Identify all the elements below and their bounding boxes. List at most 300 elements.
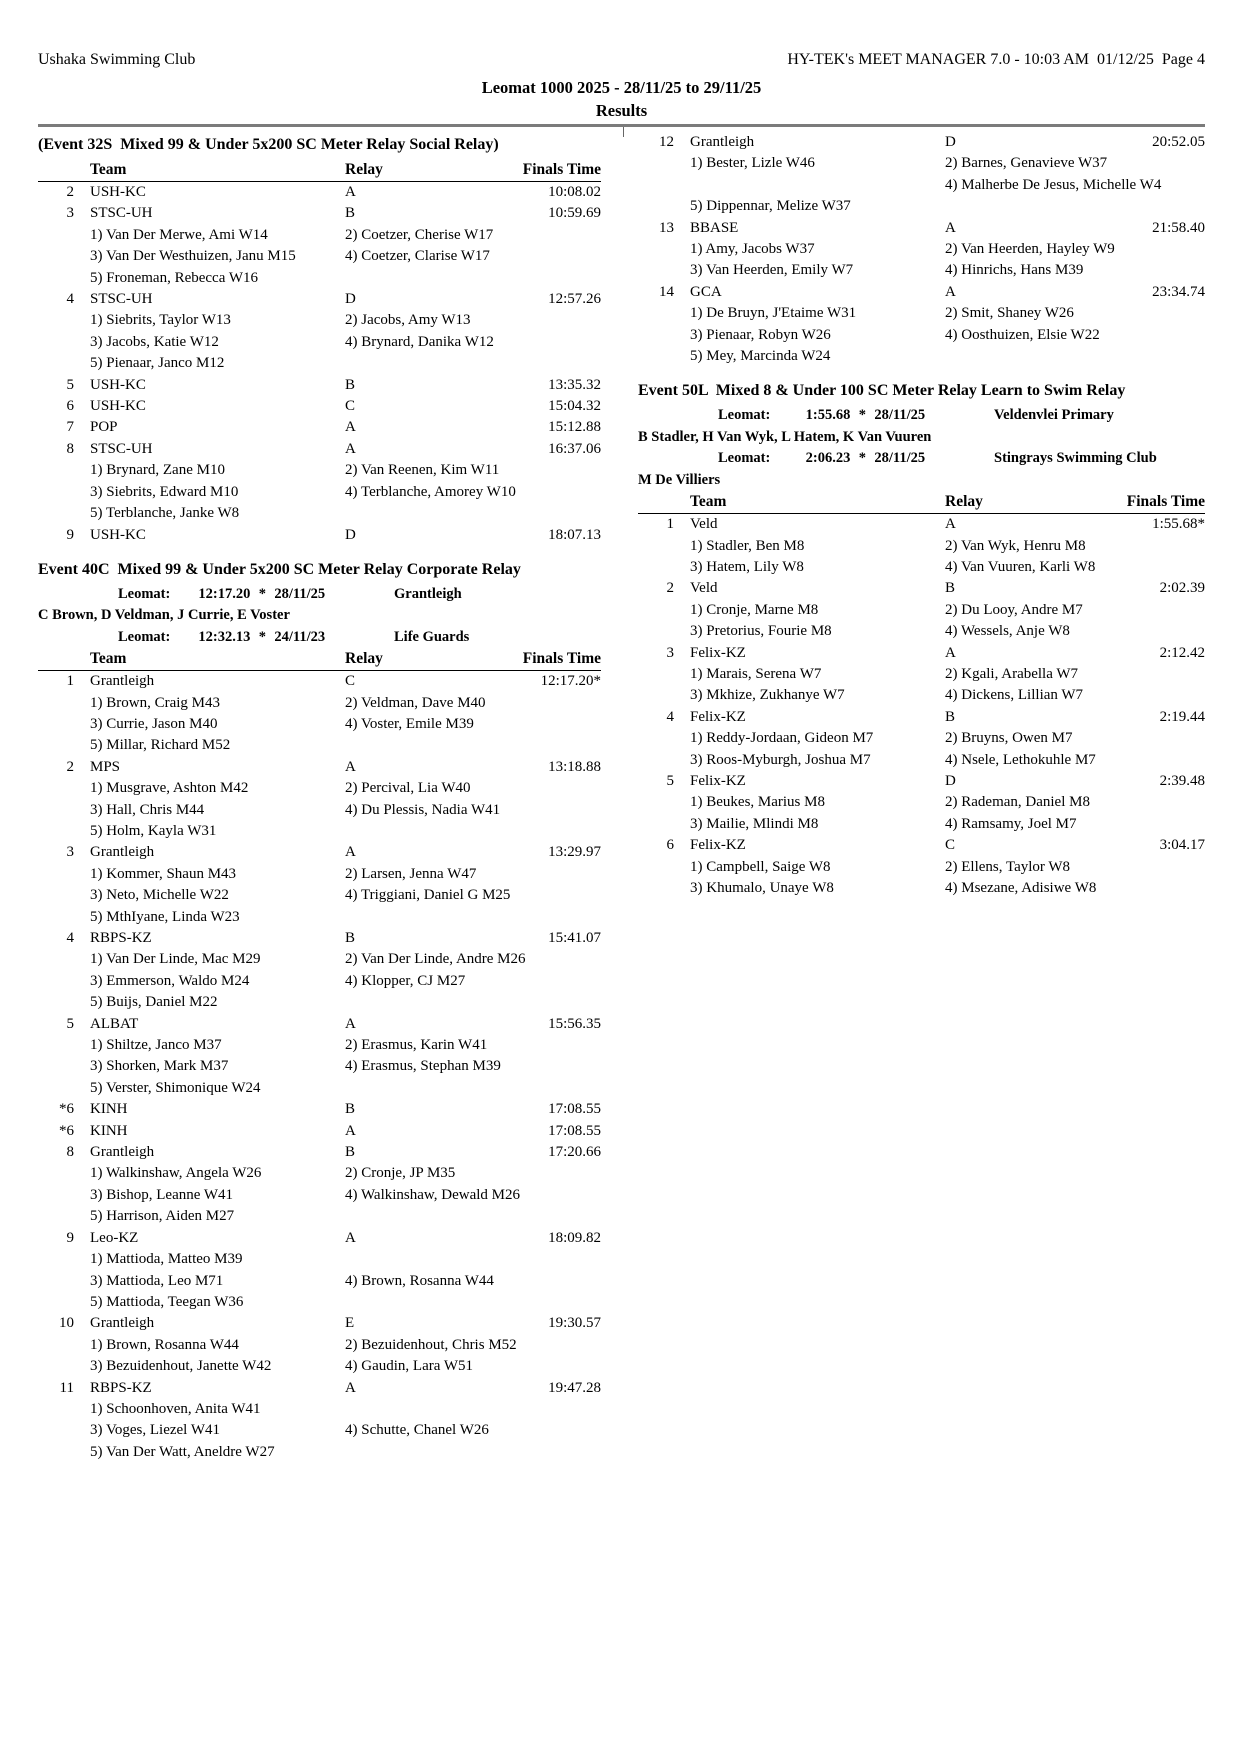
swimmer-line	[38, 778, 601, 799]
place-cell: 3	[66, 205, 74, 222]
record-line	[38, 584, 601, 605]
finals-time-cell: 2:12.42	[1159, 644, 1205, 661]
results-rule	[38, 124, 1205, 127]
swimmer-cell: 1) De Bruyn, J'Etaime W31	[690, 305, 857, 322]
swimmer-line	[38, 885, 601, 906]
relay-cell: A	[345, 1122, 356, 1139]
swimmer-cell: 2) Du Looy, Andre M7	[945, 601, 1083, 618]
swimmer-cell: 5) MthIyane, Linda W23	[90, 908, 240, 925]
swimmer-line	[638, 196, 1205, 217]
swimmer-line	[38, 460, 601, 481]
team-cell: Grantleigh	[90, 844, 155, 861]
swimmer-cell: 1) Shiltze, Janco M37	[90, 1037, 222, 1054]
place-cell: 4	[66, 291, 74, 308]
finals-time-cell: 15:41.07	[548, 930, 601, 946]
swimmer-line	[38, 800, 601, 821]
swimmer-line	[38, 1335, 601, 1356]
result-row	[38, 757, 601, 778]
table-header-team: Team	[90, 161, 127, 178]
table-header	[38, 648, 601, 671]
event-title: Event 50L Mixed 8 & Under 100 SC Meter Relay Learn to Swim Relay	[638, 382, 1126, 400]
place-cell: 1	[666, 516, 674, 533]
table-header-finals-time: Finals Time	[522, 650, 601, 668]
swimmer-cell: 1) Amy, Jacobs W37	[690, 241, 815, 258]
table-header-relay: Relay	[345, 161, 383, 178]
place-cell: 12	[659, 134, 674, 150]
relay-cell: B	[945, 708, 956, 725]
swimmer-cell: 3) Mattioda, Leo M71	[90, 1272, 224, 1289]
swimmer-line	[38, 1185, 601, 1206]
swimmer-line	[38, 714, 601, 735]
swimmer-cell: 1) Schoonhoven, Anita W41	[90, 1400, 261, 1417]
finals-time-cell: 19:47.28	[548, 1379, 601, 1396]
results-columns	[38, 132, 1205, 1463]
event-title: Event 40C Mixed 99 & Under 5x200 SC Meter Relay Corporate Relay	[38, 560, 521, 578]
swimmer-line	[638, 557, 1205, 578]
table-header-relay: Relay	[345, 650, 383, 668]
swimmer-line	[38, 1420, 601, 1441]
team-cell: Felix-KZ	[690, 644, 746, 661]
place-cell: 9	[66, 526, 74, 543]
swimmer-cell: 1) Campbell, Saige W8	[690, 858, 831, 875]
swimmer-cell: 2) Rademan, Daniel M8	[945, 794, 1090, 811]
place-cell: 9	[66, 1229, 74, 1246]
swimmer-cell: 4) Terblanche, Amorey W10	[345, 483, 516, 500]
swimmer-line	[38, 693, 601, 714]
team-cell: Veld	[690, 516, 718, 533]
swimmer-cell: 2) Cronje, JP M35	[345, 1165, 456, 1182]
swimmer-cell: 2) Coetzer, Cherise W17	[345, 226, 494, 243]
relay-cell: A	[345, 758, 356, 775]
swimmer-cell: 5) Holm, Kayla W31	[90, 822, 217, 839]
swimmer-line	[38, 907, 601, 928]
finals-time-cell: 2:39.48	[1159, 772, 1205, 789]
place-cell: 8	[66, 440, 74, 457]
result-row	[638, 835, 1205, 856]
swimmer-cell: 3) Voges, Liezel W41	[90, 1422, 220, 1439]
finals-time-cell: 20:52.05	[1152, 134, 1205, 150]
finals-time-cell: 12:57.26	[548, 291, 601, 308]
swimmer-cell: 3) Van Der Westhuizen, Janu M15	[90, 248, 296, 265]
swimmer-cell: 4) Gaudin, Lara W51	[345, 1358, 474, 1375]
swimmer-cell: 3) Van Heerden, Emily W7	[690, 262, 854, 279]
relay-cell: A	[345, 844, 356, 861]
result-row	[38, 396, 601, 417]
result-row	[38, 1014, 601, 1035]
meet-title: Leomat 1000 2025 - 28/11/25 to 29/11/25	[481, 78, 762, 97]
place-cell: 1	[66, 673, 74, 690]
record-star-icon: *	[858, 450, 866, 467]
swimmer-cell	[345, 1249, 601, 1270]
event-title: (Event 32S Mixed 99 & Under 5x200 SC Meter Relay Social Relay)	[38, 136, 499, 153]
swimmer-line	[38, 503, 601, 524]
swimmer-line	[638, 303, 1205, 324]
team-cell: Grantleigh	[690, 134, 755, 150]
record-line	[638, 405, 1205, 426]
swimmer-cell: 2) Kgali, Arabella W7	[945, 665, 1079, 682]
swimmer-cell: 4) Brynard, Danika W12	[345, 333, 494, 350]
swimmer-cell: 4) Erasmus, Stephan M39	[345, 1058, 501, 1075]
result-row	[38, 289, 601, 310]
swimmer-cell: 2) Percival, Lia W40	[345, 780, 471, 797]
swimmer-cell: 3) Currie, Jason M40	[90, 715, 218, 732]
swimmer-line	[38, 1292, 601, 1313]
swimmer-cell: 4) Nsele, Lethokuhle M7	[945, 751, 1096, 768]
table-header	[38, 159, 601, 182]
swimmer-line	[638, 325, 1205, 346]
swimmer-line	[638, 175, 1205, 196]
place-cell: 4	[66, 930, 74, 946]
swimmer-cell: 2) Smit, Shaney W26	[945, 305, 1074, 322]
swimmer-line	[638, 536, 1205, 557]
finals-time-cell: 15:56.35	[548, 1015, 601, 1032]
result-row	[638, 514, 1205, 535]
team-cell: Leo-KZ	[90, 1229, 139, 1246]
result-row	[638, 132, 1205, 153]
relay-cell: A	[945, 516, 956, 533]
finals-time-cell: 19:30.57	[548, 1315, 601, 1332]
relay-cell: A	[345, 1379, 356, 1396]
relay-cell: E	[345, 1315, 355, 1332]
team-cell: USH-KC	[90, 398, 146, 415]
swimmer-cell	[345, 268, 601, 289]
result-row	[38, 1099, 601, 1120]
record-time: 2:06.23	[805, 450, 851, 467]
swimmer-cell: 4) Ramsamy, Joel M7	[945, 815, 1077, 832]
results-heading: Results	[595, 101, 648, 120]
record-star-icon: *	[258, 585, 266, 602]
finals-time-cell: 1:55.68*	[1152, 516, 1205, 533]
result-row	[38, 182, 601, 203]
swimmer-cell: 3) Khumalo, Unaye W8	[690, 880, 834, 896]
finals-time-cell: 21:58.40	[1152, 219, 1205, 236]
swimmer-line	[38, 864, 601, 885]
table-header	[638, 491, 1205, 514]
finals-time-cell: 23:34.74	[1152, 283, 1205, 300]
swimmer-cell	[345, 992, 601, 1013]
swimmer-cell: 4) Oosthuizen, Elsie W22	[945, 326, 1100, 343]
finals-time-cell: 16:37.06	[548, 440, 601, 457]
record-star-icon: *	[258, 628, 266, 645]
swimmer-cell: 3) Bishop, Leanne W41	[90, 1186, 234, 1203]
swimmer-line	[38, 949, 601, 970]
record-label: Leomat:	[118, 628, 171, 645]
place-cell: 5	[66, 1015, 74, 1032]
swimmer-cell	[345, 735, 601, 756]
finals-time-cell: 13:35.32	[548, 376, 601, 393]
swimmer-line	[638, 857, 1205, 878]
finals-time-cell: 13:29.97	[548, 844, 601, 861]
swimmer-line	[638, 621, 1205, 642]
relay-cell: A	[345, 1015, 356, 1032]
swimmer-line	[638, 239, 1205, 260]
place-cell: 6	[666, 837, 674, 854]
place-cell: 2	[66, 184, 74, 200]
swimmer-cell: 5) Terblanche, Janke W8	[90, 505, 240, 522]
record-holder-names: B Stadler, H Van Wyk, L Hatem, K Van Vuuren	[638, 428, 932, 445]
swimmer-line	[38, 1206, 601, 1227]
finals-time-cell: 18:07.13	[548, 526, 601, 543]
result-row	[638, 578, 1205, 599]
record-line	[638, 448, 1205, 469]
swimmer-line	[638, 600, 1205, 621]
relay-cell: C	[945, 837, 956, 854]
swimmer-cell: 4) Coetzer, Clarise W17	[345, 248, 490, 265]
swimmer-cell: 4) Klopper, CJ M27	[345, 972, 466, 989]
record-date: 28/11/25	[274, 585, 326, 602]
swimmer-line	[638, 260, 1205, 281]
swimmer-cell: 1) Musgrave, Ashton M42	[90, 780, 249, 797]
swimmer-cell	[945, 346, 1205, 367]
swimmer-cell: 1) Brown, Rosanna W44	[90, 1336, 239, 1353]
swimmer-line	[638, 814, 1205, 835]
result-row	[638, 218, 1205, 239]
swimmer-cell	[345, 1442, 601, 1463]
swimmer-line	[38, 1035, 601, 1056]
relay-cell: D	[345, 526, 356, 543]
team-cell: Felix-KZ	[690, 837, 746, 854]
record-time: 1:55.68	[805, 407, 851, 424]
swimmer-line	[38, 735, 601, 756]
swimmer-cell: 5) Millar, Richard M52	[90, 737, 231, 754]
swimmer-cell: 1) Stadler, Ben M8	[690, 537, 805, 554]
swimmer-line	[38, 1399, 601, 1420]
swimmer-cell: 3) Siebrits, Edward M10	[90, 483, 239, 500]
swimmer-cell: 3) Mailie, Mlindi M8	[690, 815, 819, 832]
team-cell: STSC-UH	[90, 291, 153, 308]
finals-time-cell: 17:20.66	[548, 1144, 601, 1161]
relay-cell: B	[345, 1101, 356, 1118]
table-header-team: Team	[90, 650, 127, 668]
record-holder-names: M De Villiers	[638, 471, 721, 488]
team-cell: RBPS-KZ	[90, 930, 152, 946]
finals-time-cell: 17:08.55	[548, 1122, 601, 1139]
swimmer-cell: 3) Pienaar, Robyn W26	[690, 326, 831, 343]
swimmer-cell: 1) Walkinshaw, Angela W26	[90, 1165, 262, 1182]
swimmer-cell: 4) Voster, Emile M39	[345, 715, 474, 732]
place-cell: 3	[66, 844, 74, 861]
result-row	[638, 707, 1205, 728]
swimmer-cell: 5) Buijs, Daniel M22	[90, 994, 218, 1011]
swimmer-cell: 2) Bezuidenhout, Chris M52	[345, 1336, 517, 1353]
record-star-icon: *	[858, 407, 866, 424]
table-header-blank	[38, 159, 74, 181]
record-time: 12:32.13	[198, 628, 251, 645]
finals-time-cell: 12:17.20*	[540, 673, 601, 690]
swimmer-cell: 2) Van Wyk, Henru M8	[945, 537, 1086, 554]
record-holder: Grantleigh	[394, 585, 462, 602]
swimmer-line	[638, 685, 1205, 706]
relay-cell: C	[345, 673, 356, 690]
result-row	[38, 1378, 601, 1399]
result-row	[38, 842, 601, 863]
result-row	[38, 1313, 601, 1334]
result-row	[38, 1121, 601, 1142]
swimmer-cell: 2) Bruyns, Owen M7	[945, 730, 1073, 747]
swimmer-line	[38, 1356, 601, 1377]
relay-cell: A	[945, 644, 956, 661]
place-cell: 11	[59, 1379, 74, 1396]
place-cell: 6	[66, 398, 74, 415]
swimmer-cell: 2) Veldman, Dave M40	[345, 694, 486, 711]
record-label: Leomat:	[718, 450, 771, 467]
swimmer-line	[38, 1442, 601, 1463]
swimmer-cell	[345, 1206, 601, 1227]
swimmer-cell: 5) Mattioda, Teegan W36	[90, 1293, 244, 1310]
team-cell: Grantleigh	[90, 1315, 155, 1332]
swimmer-cell: 4) Van Vuuren, Karli W8	[945, 558, 1096, 575]
swimmer-cell: 3) Hall, Chris M44	[90, 801, 205, 818]
swimmer-line	[38, 1163, 601, 1184]
swimmer-cell: 1) Siebrits, Taylor W13	[90, 312, 231, 329]
swimmer-cell: 2) Van Heerden, Hayley W9	[945, 241, 1115, 258]
finals-time-cell: 17:08.55	[548, 1101, 601, 1118]
swimmer-cell: 3) Shorken, Mark M37	[90, 1058, 229, 1075]
swimmer-cell: 4) Walkinshaw, Dewald M26	[345, 1186, 521, 1203]
swimmer-cell: 4) Wessels, Anje W8	[945, 623, 1070, 640]
result-row	[38, 439, 601, 460]
finals-time-cell: 15:12.88	[548, 419, 601, 436]
swimmer-cell: 3) Mkhize, Zukhanye W7	[690, 687, 845, 704]
finals-time-cell: 15:04.32	[548, 398, 601, 415]
swimmer-cell	[945, 196, 1205, 217]
relay-cell: B	[345, 205, 356, 222]
swimmer-cell: 4) Du Plessis, Nadia W41	[345, 801, 501, 818]
finals-time-cell: 18:09.82	[548, 1229, 601, 1246]
finals-time-cell: 2:02.39	[1159, 580, 1205, 597]
swimmer-line	[38, 246, 601, 267]
swimmer-cell: 5) Verster, Shimonique W24	[90, 1079, 261, 1096]
table-header-team: Team	[690, 493, 727, 511]
place-cell: 13	[659, 219, 674, 236]
record-date: 28/11/25	[874, 450, 926, 467]
relay-cell: A	[945, 219, 956, 236]
relay-cell: B	[345, 376, 356, 393]
relay-cell: B	[945, 580, 956, 597]
swimmer-cell: 4) Brown, Rosanna W44	[345, 1272, 494, 1289]
place-cell: 2	[666, 580, 674, 597]
record-date: 24/11/23	[274, 628, 326, 645]
swimmer-cell: 3) Jacobs, Katie W12	[90, 333, 219, 350]
column-divider-tick	[623, 127, 624, 137]
swimmer-line	[38, 310, 601, 331]
swimmer-cell: 1) Beukes, Marius M8	[690, 794, 825, 811]
swimmer-line	[38, 225, 601, 246]
relay-cell: A	[345, 440, 356, 457]
column-right	[638, 132, 1205, 1463]
place-cell: 2	[66, 758, 74, 775]
swimmer-cell	[345, 1292, 601, 1313]
result-row	[38, 1228, 601, 1249]
relay-cell: A	[345, 1229, 356, 1246]
team-cell: MPS	[90, 758, 121, 775]
place-cell: 10	[59, 1315, 74, 1332]
swimmer-cell: 3) Neto, Michelle W22	[90, 887, 229, 904]
swimmer-line	[638, 153, 1205, 174]
relay-cell: A	[345, 184, 356, 200]
team-cell: USH-KC	[90, 376, 146, 393]
swimmer-cell	[345, 1078, 601, 1099]
place-cell: 8	[66, 1144, 74, 1161]
finals-time-cell: 3:04.17	[1159, 837, 1205, 854]
record-label: Leomat:	[718, 407, 771, 424]
record-holder: Veldenvlei Primary	[994, 407, 1114, 424]
swimmer-cell: 4) Malherbe De Jesus, Michelle W4	[945, 176, 1162, 193]
swimmer-line	[638, 664, 1205, 685]
result-row	[38, 525, 601, 546]
swimmer-cell: 2) Larsen, Jenna W47	[345, 865, 477, 882]
result-row	[38, 375, 601, 396]
record-label: Leomat:	[118, 585, 171, 602]
place-cell: *6	[59, 1101, 74, 1118]
swimmer-cell: 2) Barnes, Genavieve W37	[945, 155, 1108, 172]
team-cell: USH-KC	[90, 526, 146, 543]
swimmer-cell: 3) Bezuidenhout, Janette W42	[90, 1358, 272, 1375]
app-info: HY-TEK's MEET MANAGER 7.0 - 10:03 AM 01/12/25 Page 4	[787, 51, 1205, 68]
team-cell: BBASE	[690, 219, 739, 236]
swimmer-cell: 1) Cronje, Marne M8	[690, 601, 819, 618]
table-header-finals-time: Finals Time	[522, 161, 601, 178]
result-row	[38, 671, 601, 692]
swimmer-cell: 1) Van Der Linde, Mac M29	[90, 951, 261, 968]
swimmer-cell	[345, 503, 601, 524]
relay-cell: B	[345, 930, 356, 946]
relay-cell: D	[345, 291, 356, 308]
record-holder-names: C Brown, D Veldman, J Currie, E Voster	[38, 607, 290, 624]
team-cell: RBPS-KZ	[90, 1379, 152, 1396]
swimmer-cell: 1) Brown, Craig M43	[90, 694, 220, 711]
table-header-finals-time: Finals Time	[1126, 493, 1205, 511]
swimmer-cell	[690, 175, 945, 196]
swimmer-line	[38, 821, 601, 842]
swimmer-line	[638, 728, 1205, 749]
team-cell: Felix-KZ	[690, 708, 746, 725]
swimmer-cell: 4) Triggiani, Daniel G M25	[345, 887, 511, 904]
result-row	[38, 1142, 601, 1163]
swimmer-cell: 2) Jacobs, Amy W13	[345, 312, 471, 329]
club-name: Ushaka Swimming Club	[38, 51, 196, 68]
record-time: 12:17.20	[198, 585, 251, 602]
swimmer-line	[38, 268, 601, 289]
swimmer-line	[38, 1271, 601, 1292]
swimmer-line	[38, 992, 601, 1013]
swimmer-cell: 4) Hinrichs, Hans M39	[945, 262, 1084, 279]
record-line	[38, 627, 601, 648]
relay-cell: A	[945, 283, 956, 300]
swimmer-cell: 2) Van Reenen, Kim W11	[345, 462, 500, 479]
swimmer-cell: 3) Hatem, Lily W8	[690, 558, 804, 575]
place-cell: 7	[66, 419, 74, 436]
finals-time-cell: 13:18.88	[548, 758, 601, 775]
swimmer-cell: 1) Van Der Merwe, Ami W14	[90, 226, 268, 243]
table-header-relay: Relay	[945, 493, 983, 511]
swimmer-line	[38, 1056, 601, 1077]
table-header-blank	[38, 648, 74, 670]
place-cell: 3	[666, 644, 674, 661]
team-cell: KINH	[90, 1101, 128, 1118]
swimmer-cell: 3) Emmerson, Waldo M24	[90, 972, 250, 989]
team-cell: Veld	[690, 580, 718, 597]
team-cell: Grantleigh	[90, 673, 155, 690]
page-header	[38, 50, 1205, 70]
swimmer-line	[638, 750, 1205, 771]
team-cell: GCA	[690, 283, 722, 300]
swimmer-line	[38, 353, 601, 374]
swimmer-line	[38, 482, 601, 503]
place-cell: 14	[659, 283, 674, 300]
swimmer-cell	[345, 353, 601, 374]
swimmer-cell: 4) Dickens, Lillian W7	[945, 687, 1084, 704]
